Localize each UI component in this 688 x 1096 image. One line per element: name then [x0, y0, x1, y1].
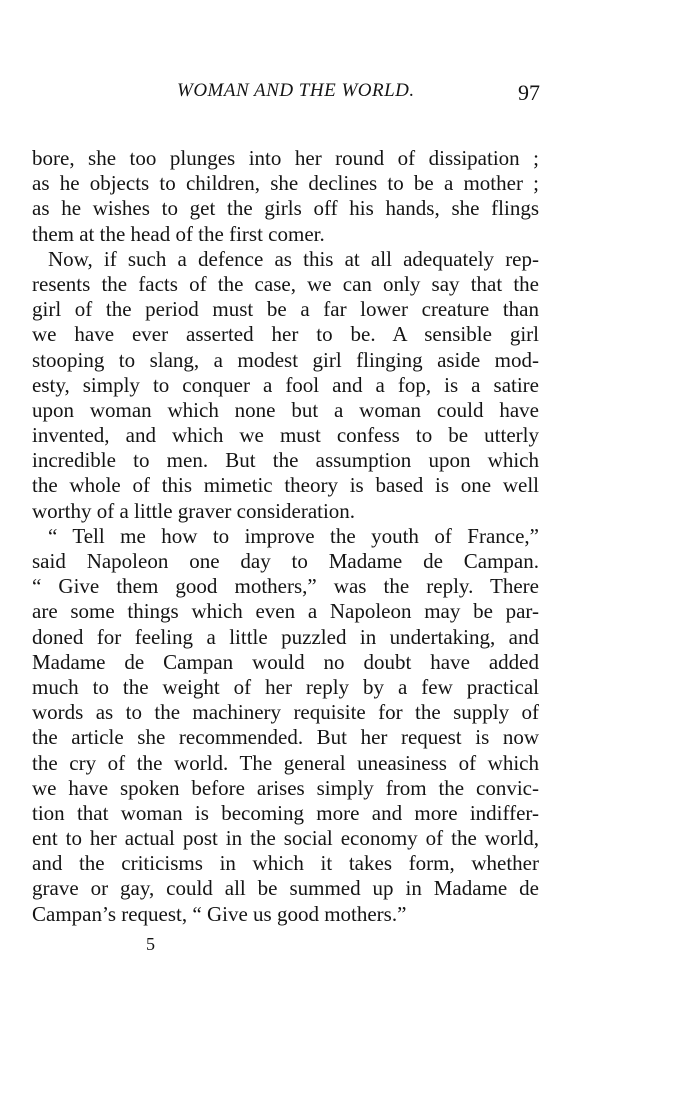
text-line: as he objects to children, she declines to be a mother ; — [32, 171, 539, 196]
text-line: said Napoleon one day to Madame de Campan. — [32, 549, 539, 573]
text-line: the whole of this mimetic theory is based is one well — [32, 473, 539, 498]
text-line: stooping to slang, a modest girl flinging aside mod- — [32, 347, 539, 372]
text-line: worthy of a little graver consideration. — [32, 498, 356, 523]
text-line: grave or gay, could all be summed up in Madame de — [32, 876, 539, 901]
signature-mark: 5 — [146, 934, 155, 954]
text-line: much to the weight of her reply by a few practical — [32, 674, 539, 699]
page-number: 97 — [518, 80, 540, 105]
text-line: bore, she too plunges into her round of dissipation ; — [32, 146, 539, 170]
text-line: invented, and which we must confess to be utterly — [32, 423, 539, 448]
text-line: them at the head of the first comer. — [32, 221, 325, 246]
text-line: we have spoken before arises simply from the convic- — [32, 775, 539, 800]
text-line: resents the facts of the case, we can only say that the — [32, 271, 539, 296]
text-line: as he wishes to get the girls off his hands, she flings — [32, 196, 539, 221]
text-line: the cry of the world. The general uneasiness of which — [32, 750, 539, 775]
text-line: Madame de Campan would no doubt have added — [32, 649, 539, 674]
text-line: and the criticisms in which it takes form, whether — [32, 851, 539, 876]
text-line: girl of the period must be a far lower creature than — [32, 297, 539, 322]
text-line: upon woman which none but a woman could have — [32, 397, 539, 422]
text-line: words as to the machinery requisite for the supply of — [32, 700, 539, 725]
text-line: doned for feeling a little puzzled in undertaking, and — [32, 624, 539, 649]
text-line: tion that woman is becoming more and more indiffer- — [32, 800, 539, 825]
text-line: the article she recommended. But her request is now — [32, 725, 539, 750]
text-line: esty, simply to conquer a fool and a fop, is a satire — [32, 372, 539, 397]
text-line: Campan’s request, “ Give us good mothers.” — [32, 901, 407, 926]
text-line: are some things which even a Napoleon may be par- — [32, 599, 539, 624]
text-line: “ Give them good mothers,” was the reply. There — [32, 574, 539, 599]
page-header — [32, 80, 540, 110]
running-title: WOMAN AND THE WORLD. — [177, 80, 415, 101]
text-line: incredible to men. But the assumption upon which — [32, 448, 539, 473]
text-line: “ Tell me how to improve the youth of France,” — [48, 523, 539, 548]
body-text — [32, 146, 539, 927]
text-line: ent to her actual post in the social economy of the world, — [32, 826, 539, 851]
text-line: we have ever asserted her to be. A sensible girl — [32, 322, 539, 347]
text-line: Now, if such a defence as this at all adequately rep- — [48, 246, 539, 271]
